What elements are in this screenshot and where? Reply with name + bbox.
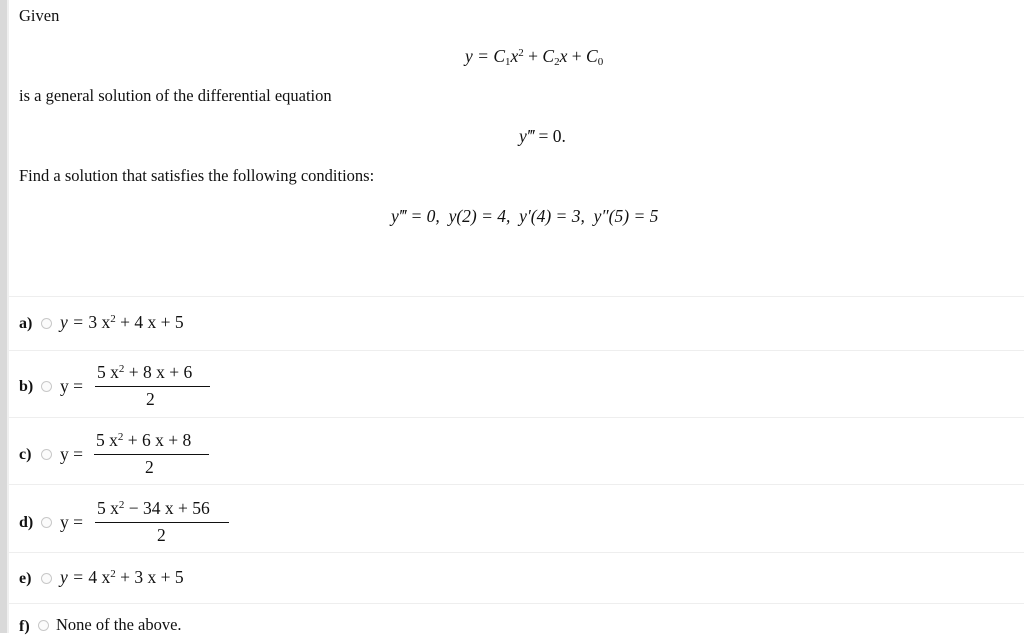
- gs-c2: C: [542, 46, 555, 66]
- option-d-numerator: [97, 500, 210, 518]
- given-label: Given: [19, 6, 60, 25]
- condition-2: y(2) = 4,: [448, 206, 511, 226]
- gs-plus1: +: [523, 46, 543, 66]
- option-d-num-sup: 2: [118, 499, 125, 511]
- gs-plus2: +: [567, 46, 587, 66]
- option-d-fraction-bar: [95, 522, 229, 523]
- option-e-term: 4 x: [88, 567, 111, 587]
- option-b-lhs: y =: [60, 376, 83, 396]
- de-lhs: y‴: [519, 126, 535, 146]
- option-f-text: None of the above.: [56, 615, 182, 634]
- de-rhs: = 0.: [534, 126, 566, 146]
- option-d-num-term: 5 x: [97, 498, 119, 518]
- gs-c2-sub: 2: [554, 56, 560, 68]
- divider: [9, 603, 1024, 604]
- left-margin-bar-edge: [7, 0, 9, 633]
- statement-text: is a general solution of the differential equation: [19, 86, 332, 105]
- option-e-rest: + 3 x + 5: [115, 567, 184, 587]
- option-d-num-rest: − 34 x + 56: [124, 498, 210, 518]
- option-e-label: e): [19, 570, 32, 587]
- gs-lhs: y =: [465, 46, 494, 66]
- differential-equation: [519, 128, 566, 146]
- option-c-num-sup: 2: [117, 431, 124, 443]
- divider: [9, 296, 1024, 297]
- option-b-fraction-bar: [95, 386, 210, 387]
- option-a-sup: 2: [110, 313, 116, 325]
- option-a-lhs: y =: [60, 312, 89, 332]
- option-c-numerator: [96, 432, 191, 450]
- option-c-fraction-bar: [94, 454, 209, 455]
- gs-c0-sub: 0: [597, 56, 604, 68]
- option-c-radio[interactable]: [41, 449, 52, 460]
- condition-3: y′(4) = 3,: [519, 206, 585, 226]
- option-b-num-term: 5 x: [97, 362, 119, 382]
- general-solution-equation: [465, 48, 603, 66]
- option-e-expression: [60, 569, 184, 587]
- option-b-denominator: 2: [146, 389, 155, 409]
- divider: [9, 552, 1024, 553]
- gs-c1: C: [493, 46, 506, 66]
- gs-x1-sup: 2: [518, 47, 524, 59]
- option-a-label: a): [19, 315, 33, 332]
- option-a-expression: [60, 314, 184, 332]
- gs-c1-sub: 1: [505, 56, 511, 68]
- option-e-sup: 2: [110, 568, 116, 580]
- option-f-label: f): [19, 618, 30, 635]
- option-f-radio[interactable]: [38, 620, 49, 631]
- gs-x2: x: [559, 46, 568, 66]
- option-a-term: 3 x: [88, 312, 111, 332]
- gs-c0: C: [586, 46, 598, 66]
- option-b-num-rest: + 8 x + 6: [124, 362, 193, 382]
- gs-x1: x: [510, 46, 519, 66]
- option-c-lhs: y =: [60, 444, 83, 464]
- option-a-radio[interactable]: [41, 318, 52, 329]
- left-margin-bar: [0, 0, 7, 633]
- option-d-lhs: y =: [60, 512, 83, 532]
- option-d-label: d): [19, 514, 34, 531]
- option-c-num-term: 5 x: [96, 430, 118, 450]
- option-e-lhs: y =: [60, 567, 89, 587]
- option-c-label: c): [19, 446, 32, 463]
- condition-4: y″(5) = 5: [593, 206, 659, 226]
- option-c-denominator: 2: [145, 457, 154, 477]
- option-a-rest: + 4 x + 5: [115, 312, 184, 332]
- option-b-num-sup: 2: [118, 363, 125, 375]
- find-text: Find a solution that satisfies the following conditions:: [19, 166, 375, 185]
- option-d-radio[interactable]: [41, 517, 52, 528]
- divider: [9, 350, 1024, 351]
- option-e-radio[interactable]: [41, 573, 52, 584]
- option-b-numerator: [97, 364, 192, 382]
- conditions-equation: [391, 208, 658, 226]
- divider: [9, 417, 1024, 418]
- option-b-label: b): [19, 378, 34, 395]
- condition-1: y‴ = 0,: [391, 206, 440, 226]
- divider: [9, 484, 1024, 485]
- option-d-denominator: 2: [157, 525, 166, 545]
- option-b-radio[interactable]: [41, 381, 52, 392]
- option-c-num-rest: + 6 x + 8: [123, 430, 192, 450]
